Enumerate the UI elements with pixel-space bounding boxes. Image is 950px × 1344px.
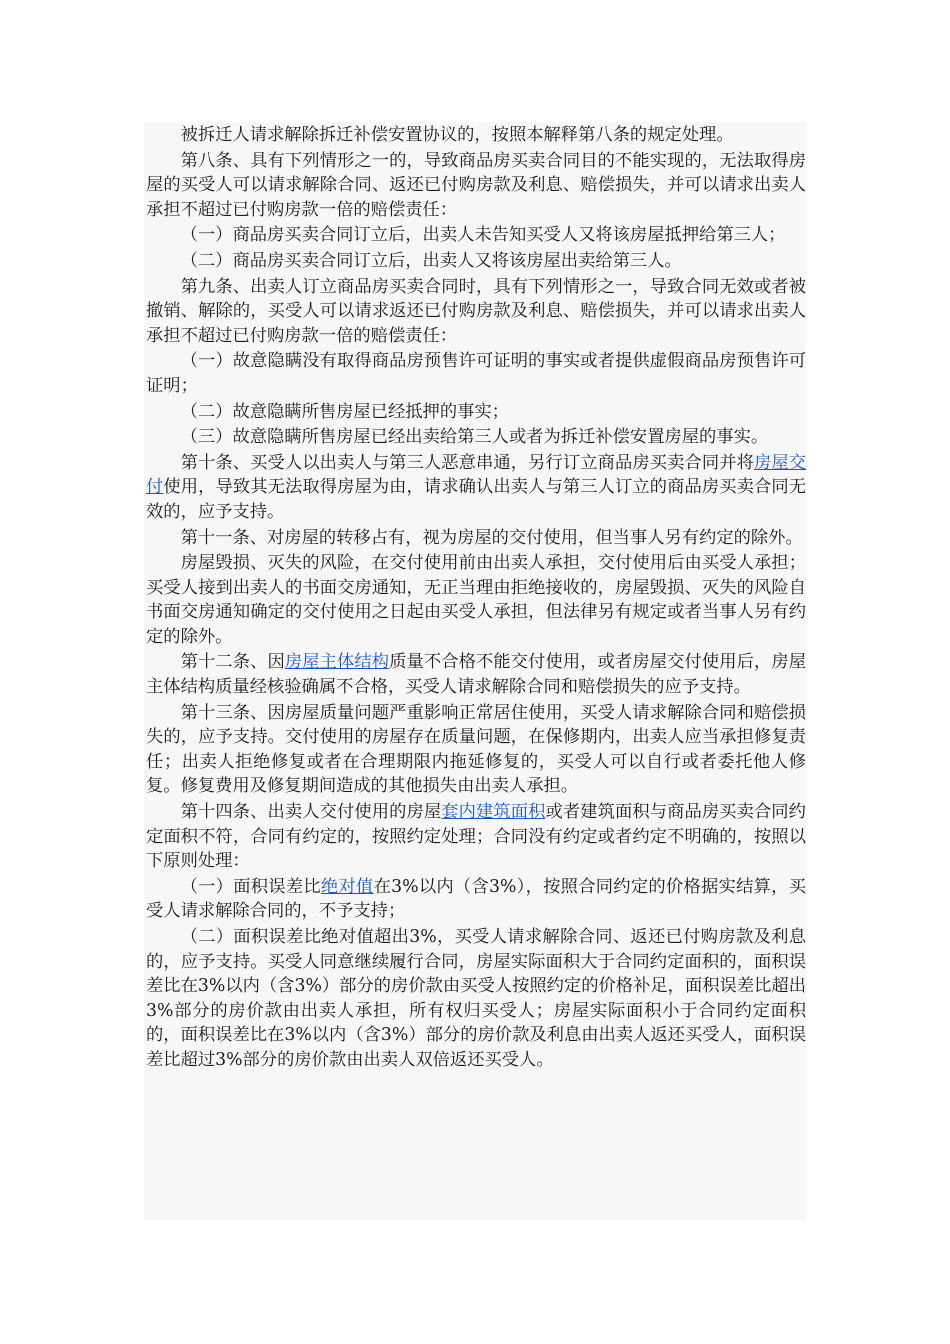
hyperlink[interactable]: 绝对值	[320, 876, 374, 897]
paragraph	[146, 222, 806, 248]
paragraph	[146, 399, 806, 425]
paragraph-text: 被拆迁人请求解除拆迁补偿安置协议的，按照本解释第八条的规定处理。	[180, 125, 734, 145]
paragraph-text: 第十二条、因	[180, 652, 285, 673]
paragraph-text: 第九条、出卖人订立商品房买卖合同时，具有下列情形之一，导致合同无效或者被撤销、解除的，买受人可以请求返还已付购房款及利息、赔偿损失，并可以请求出卖人承担不超过已付购房款一倍的赔偿责任：	[146, 276, 806, 346]
paragraph	[146, 450, 806, 525]
paragraph	[146, 122, 806, 148]
paragraph-text: 使用，导致其无法取得房屋为由，请求确认出卖人与第三人订立的商品房买卖合同无效的，应予支持。	[146, 477, 806, 522]
paragraph-text: （二）商品房买卖合同订立后，出卖人又将该房屋出卖给第三人。	[180, 250, 682, 271]
paragraph-text: 质量不合格不能交付使用，或者房屋交付使用后，房屋主体结构质量经核验确属不合格，买受人请求解除合同和赔偿损失的应予支持。	[146, 652, 806, 698]
hyperlink[interactable]: 房屋交付	[146, 452, 806, 498]
paragraph-text: 第十条、买受人以出卖人与第三人恶意串通，另行订立商品房买卖合同并将	[180, 452, 754, 473]
paragraph-text: 第十四条、出卖人交付使用的房屋	[180, 802, 442, 823]
paragraph-text: （二）故意隐瞒所售房屋已经抵押的事实；	[180, 401, 509, 422]
hyperlink[interactable]: 套内建筑面积	[441, 802, 546, 823]
paragraph	[146, 924, 806, 1073]
paragraph	[146, 248, 806, 274]
paragraph-text: 房屋毁损、灭失的风险，在交付使用前由出卖人承担，交付使用后由买受人承担；买受人接到出卖人的书面交房通知，无正当理由拒绝接收的，房屋毁损、灭失的风险自书面交房通知确定的交付使用之日起由买受人承担，但法律另有规定或者当事人另有约定的除外。	[146, 553, 806, 647]
paragraph	[146, 274, 806, 349]
paragraph-text: 第八条、具有下列情形之一的，导致商品房买卖合同目的不能实现的，无法取得房屋的买受人可以请求解除合同、返还已付购房款及利息、赔偿损失，并可以请求出卖人承担不超过已付购房款一倍的赔偿责任：	[146, 150, 806, 220]
document-body	[144, 122, 806, 1220]
paragraph	[146, 700, 806, 799]
paragraph-text: （三）故意隐瞒所售房屋已经出卖给第三人或者为拆迁补偿安置房屋的事实。	[180, 427, 769, 448]
paragraph-text: 第十一条、对房屋的转移占有，视为房屋的交付使用，但当事人另有约定的除外。	[180, 527, 803, 548]
paragraph-text: 或者建筑面积与商品房买卖合同约定面积不符，合同有约定的，按照约定处理；合同没有约定或者约定不明确的，按照以下原则处理：	[146, 802, 806, 872]
paragraph	[146, 550, 806, 649]
hyperlink[interactable]: 房屋主体结构	[284, 652, 390, 673]
paragraph	[146, 874, 806, 924]
paragraph	[146, 148, 806, 223]
paragraph-text: （一）商品房买卖合同订立后，出卖人未告知买受人又将该房屋抵押给第三人；	[180, 225, 786, 246]
paragraph-text: （一）故意隐瞒没有取得商品房预售许可证明的事实或者提供虚假商品房预售许可证明；	[146, 351, 806, 396]
paragraph-text: （二）面积误差比绝对值超出3%，买受人请求解除合同、返还已付购房款及利息的，应予支持。买受人同意继续履行合同，房屋实际面积大于合同约定面积的，面积误差比在3%以内（含3%）部分的房价款由买受人按照约定的价格补足，面积误差比超出3%部分的房价款由出卖人承担，所有权归买受人；房屋实际面积小于合同约定面积的，面积误差比在3%以内（含3%）部分的房价款及利息由出卖人返还买受人，面积误差比超过3%部分的房价款由出卖人双倍返还买受人。	[146, 927, 806, 1070]
paragraph-text: 在3%以内（含3%），按照合同约定的价格据实结算，买受人请求解除合同的，不予支持；	[146, 876, 806, 922]
paragraph	[146, 525, 806, 551]
paragraph-text: （一）面积误差比	[180, 876, 321, 897]
paragraph-text: 第十三条、因房屋质量问题严重影响正常居住使用，买受人请求解除合同和赔偿损失的，应予支持。交付使用的房屋存在质量问题，在保修期内，出卖人应当承担修复责任；出卖人拒绝修复或者在合理期限内拖延修复的，买受人可以自行或者委托他人修复。修复费用及修复期间造成的其他损失由出卖人承担。	[146, 702, 806, 797]
paragraph	[146, 424, 806, 450]
paragraph	[146, 799, 806, 874]
paragraph	[146, 649, 806, 699]
paragraph	[146, 348, 806, 398]
